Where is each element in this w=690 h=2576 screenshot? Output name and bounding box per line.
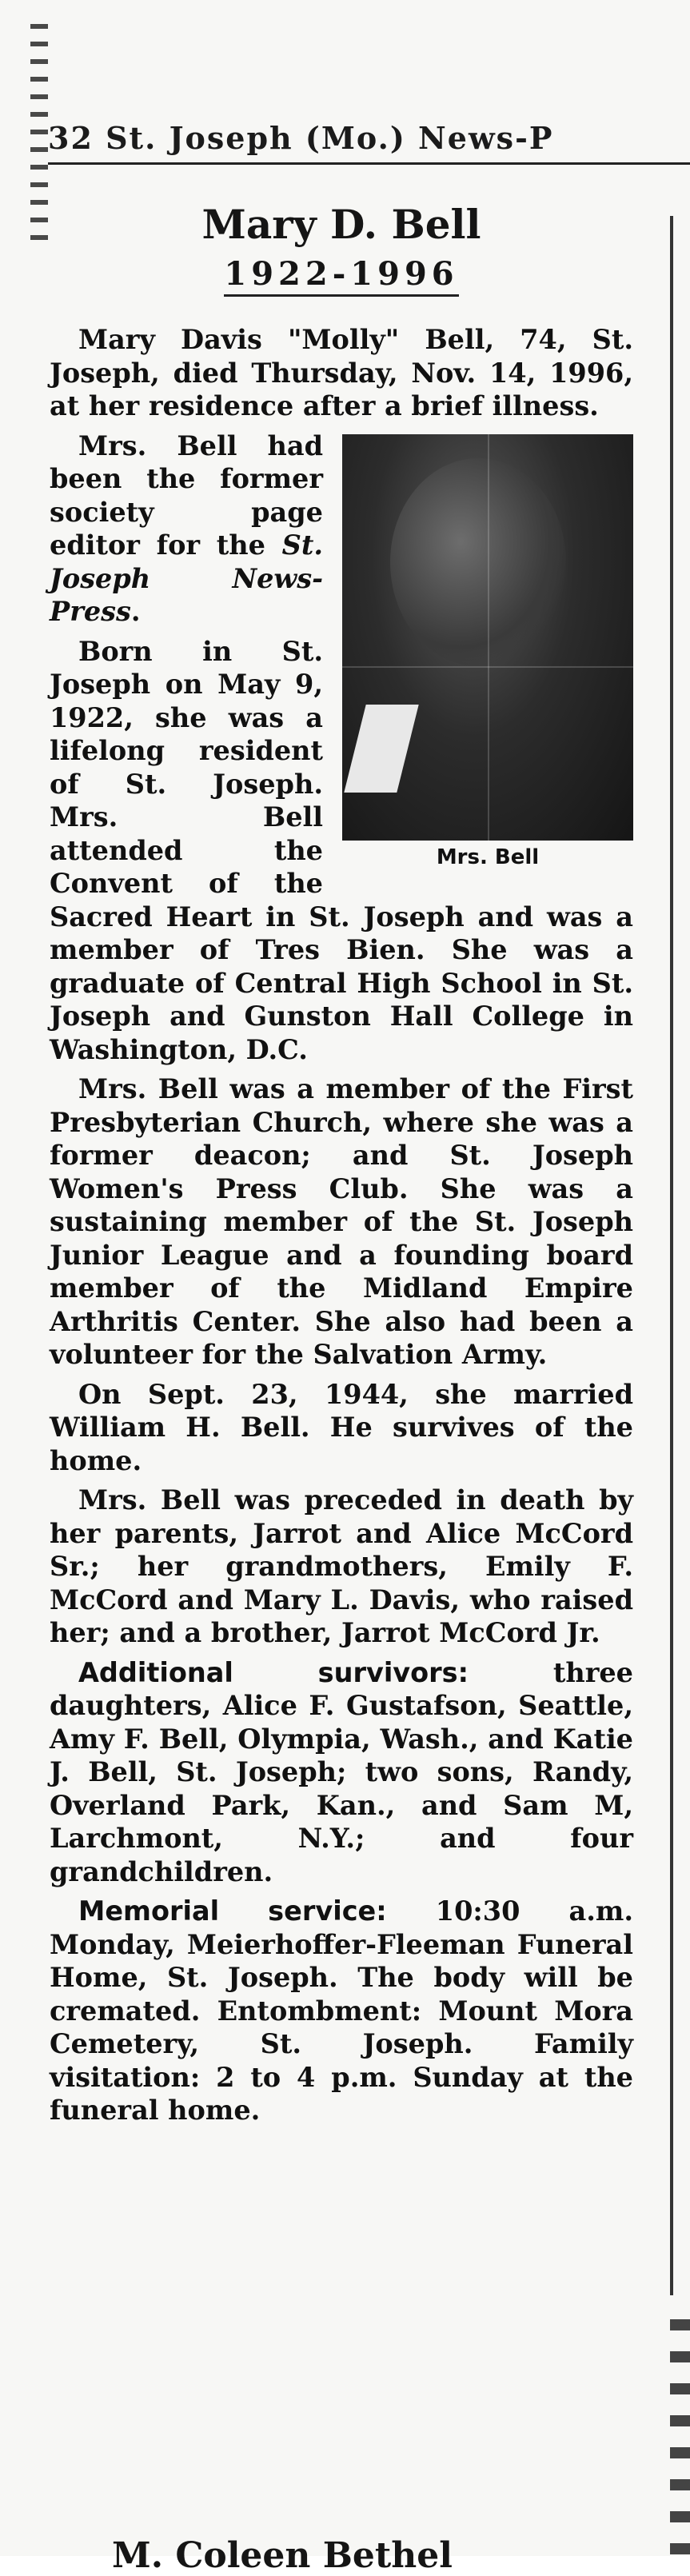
paragraph-survivors bbox=[50, 1656, 633, 1889]
portrait-face bbox=[390, 458, 566, 666]
portrait-photo bbox=[342, 434, 633, 841]
p2-text: Mrs. Bell had been the former society page editor for the bbox=[50, 429, 323, 561]
scan-fold-horizontal bbox=[342, 666, 633, 668]
next-obituary-heading: M. Coleen Bethel bbox=[112, 2535, 453, 2576]
obituary-article bbox=[50, 200, 633, 2134]
service-label: Memorial service: bbox=[78, 1895, 387, 1927]
paragraph-service bbox=[50, 1895, 633, 2127]
newspaper-masthead: 32 St. Joseph (Mo.) News-P bbox=[48, 120, 554, 156]
scan-fold-vertical bbox=[488, 434, 489, 841]
p2-end: . bbox=[130, 596, 141, 627]
photo-caption: Mrs. Bell bbox=[436, 845, 540, 869]
column-divider bbox=[670, 216, 673, 2295]
paragraph-marriage: On Sept. 23, 1944, she married William H. Bell. He survives of the home. bbox=[50, 1378, 633, 1476]
survivors-label: Additional survivors: bbox=[78, 1656, 469, 1688]
portrait-figure bbox=[342, 434, 633, 871]
obituary-name: Mary D. Bell bbox=[201, 201, 481, 248]
masthead-rule bbox=[48, 162, 690, 165]
lead-paragraph: Mary Davis "Molly" Bell, 74, St. Joseph, died Thursday, Nov. 14, 1996, at her residence after a brief illness. bbox=[50, 324, 633, 421]
publication-name: St. Joseph News-Press bbox=[50, 529, 323, 627]
paragraph-biography: Born in St. Joseph on May 9, 1922, she was a lifelong resident of St. Joseph. Mrs. Bell attended the Convent of the Sacred Heart in St. Joseph and was a member of Tres Bien. She was a graduate of Central High School in St. Joseph and Gunston Hall College in Washington, D.C. bbox=[50, 635, 633, 1065]
years-text: 1922-1996 bbox=[224, 255, 458, 297]
binding-marks bbox=[30, 24, 48, 240]
column-divider-lower bbox=[670, 2319, 690, 2556]
obituary-years bbox=[50, 254, 633, 294]
paragraph-memberships: Mrs. Bell was a member of the First Presbyterian Church, where she was a former deacon; and St. Joseph Women's Press Club. She was a sustaining member of the St. Joseph Junior League and a founding board member of the Midland Empire Arthritis Center. She also had been a volunteer for the Salvation Army. bbox=[50, 1073, 633, 1370]
service-text: 10:30 a.m. Monday, Meierhoffer-Fleeman Funeral Home, St. Joseph. The body will be cremated. Entombment: Mount Mora Cemetery, St. Joseph. Family visitation: 2 to 4 p.m. Sunday at the funeral home. bbox=[50, 1895, 633, 2126]
portrait-collar bbox=[344, 705, 418, 793]
paragraph-preceded: Mrs. Bell was preceded in death by her parents, Jarrot and Alice McCord Sr.; her grandmothers, Emily F. McCord and Mary L. Davis, who raised her; and a brother, Jarrot McCord Jr. bbox=[50, 1484, 633, 1648]
survivors-text: three daughters, Alice F. Gustafson, Seattle, Amy F. Bell, Olympia, Wash., and Katie J. Bell, St. Joseph; two sons, Randy, Overland Park, Kan., and Sam M, Larchmont, N.Y.; and four grandchildren. bbox=[50, 1656, 633, 1887]
